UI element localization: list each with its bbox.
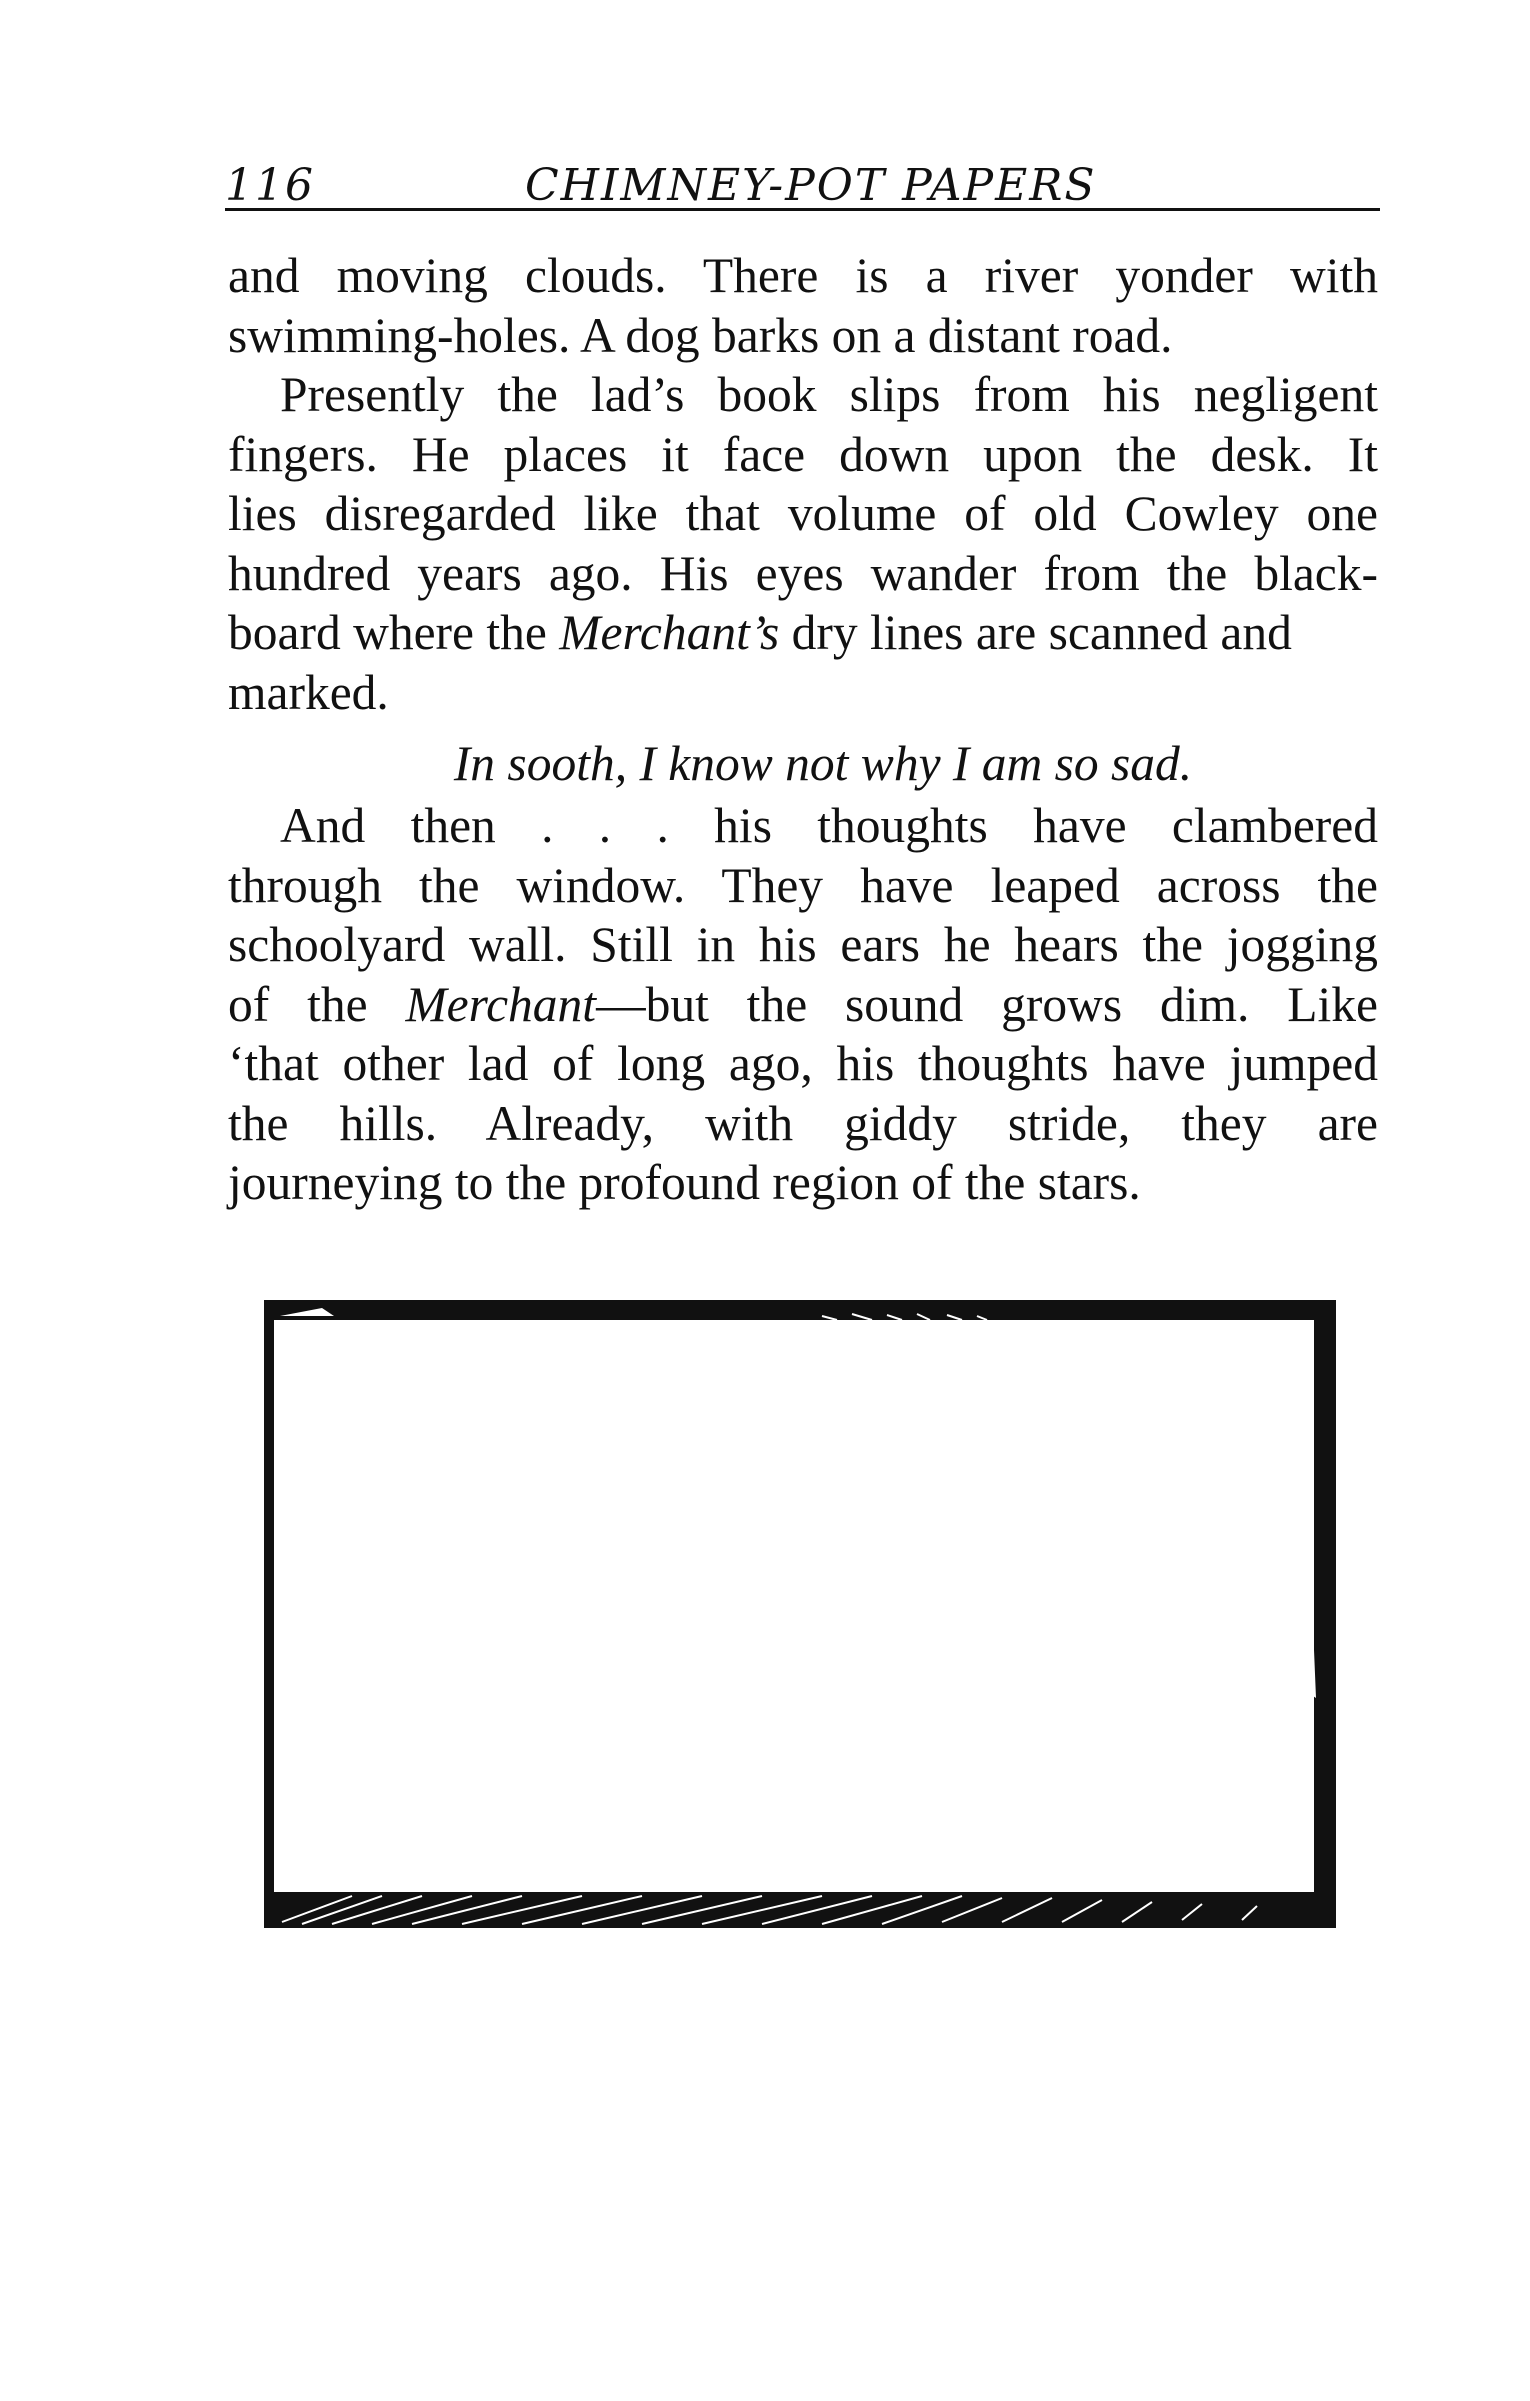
text-line: Presently the lad’s book slips from his negligent (280, 367, 1378, 422)
text-run: dry lines are scanned and (779, 605, 1292, 660)
text-line: hundred years ago. His eyes wander from the black- (228, 545, 1378, 601)
text-line: ‘that other lad of long ago, his thoughts have jumped (228, 1036, 1378, 1091)
text-line (228, 975, 1378, 1035)
text-line: and moving clouds. There is a river yonder with (228, 248, 1378, 303)
text-run: board where the (228, 605, 560, 660)
running-header (225, 150, 1380, 211)
text-line: journeying to the profound region of the stars. (228, 1155, 1141, 1210)
body-text (228, 246, 1378, 1213)
italic-title: Merchant (405, 976, 597, 1032)
text-line: swimming-holes. A dog barks on a distant road. (228, 307, 1173, 363)
text-run: of the (228, 976, 406, 1032)
text-line: marked. (228, 664, 389, 720)
text-line: through the window. They have leaped across the (228, 857, 1378, 913)
text-line: lies disregarded like that volume of old Cowley one (228, 486, 1378, 541)
text-line: And then . . . his thoughts have clambered (280, 798, 1378, 853)
text-line: schoolyard wall. Still in his ears he hears the jogging (228, 917, 1378, 972)
text-run: —but the sound grows dim. Like (596, 976, 1378, 1032)
text-line: fingers. He places it face down upon the desk. It (228, 426, 1378, 482)
frame-right-edge (1314, 1300, 1336, 1928)
text-line (228, 603, 1378, 663)
italic-title: Merchant’s (559, 605, 780, 660)
page-number: 116 (225, 160, 315, 211)
text-line: the hills. Already, with giddy stride, they are (228, 1095, 1378, 1151)
frame-bottom-strip (274, 1892, 1336, 1928)
verse-quote: In sooth, I know not why I am so sad. (453, 736, 1193, 791)
frame-panel (274, 1320, 1314, 1892)
running-title: CHIMNEY-POT PAPERS (525, 160, 1097, 211)
blank-framed-illustration-icon (262, 1298, 1342, 1933)
